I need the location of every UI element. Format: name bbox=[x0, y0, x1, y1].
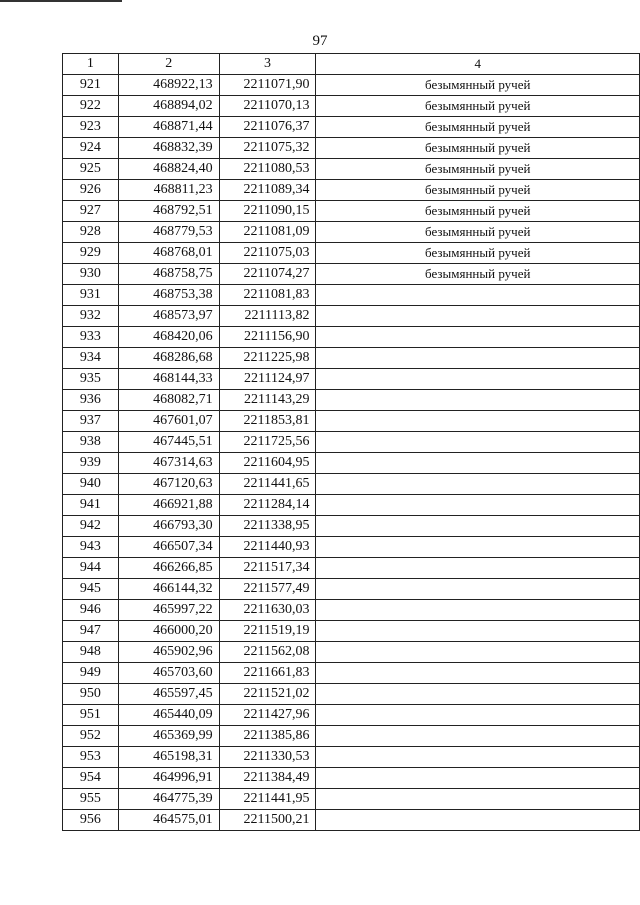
x-coordinate-cell: 468779,53 bbox=[118, 222, 219, 243]
point-number-cell: 938 bbox=[63, 432, 119, 453]
column-header-4: 4 bbox=[316, 54, 640, 75]
point-number-cell: 930 bbox=[63, 264, 119, 285]
x-coordinate-cell: 468894,02 bbox=[118, 96, 219, 117]
note-cell bbox=[316, 348, 640, 369]
x-coordinate-cell: 468792,51 bbox=[118, 201, 219, 222]
y-coordinate-cell: 2211441,95 bbox=[219, 789, 316, 810]
page-number: 97 bbox=[312, 33, 328, 49]
table-row bbox=[63, 243, 640, 264]
x-coordinate-cell: 467314,63 bbox=[118, 453, 219, 474]
point-number-cell: 947 bbox=[63, 621, 119, 642]
table-row bbox=[63, 222, 640, 243]
x-coordinate-cell: 464775,39 bbox=[118, 789, 219, 810]
y-coordinate-cell: 2211725,56 bbox=[219, 432, 316, 453]
table-row bbox=[63, 495, 640, 516]
x-coordinate-cell: 467120,63 bbox=[118, 474, 219, 495]
x-coordinate-cell: 466507,34 bbox=[118, 537, 219, 558]
table-row bbox=[63, 327, 640, 348]
x-coordinate-cell: 468420,06 bbox=[118, 327, 219, 348]
note-cell bbox=[316, 453, 640, 474]
y-coordinate-cell: 2211113,82 bbox=[219, 306, 316, 327]
table-row bbox=[63, 642, 640, 663]
point-number-cell: 927 bbox=[63, 201, 119, 222]
table-row bbox=[63, 537, 640, 558]
table-row bbox=[63, 306, 640, 327]
y-coordinate-cell: 2211385,86 bbox=[219, 726, 316, 747]
note-cell bbox=[316, 411, 640, 432]
x-coordinate-cell: 465597,45 bbox=[118, 684, 219, 705]
column-header-1: 1 bbox=[63, 54, 119, 75]
note-cell: безымянный ручей bbox=[316, 243, 640, 264]
point-number-cell: 942 bbox=[63, 516, 119, 537]
note-cell: безымянный ручей bbox=[316, 201, 640, 222]
note-cell bbox=[316, 327, 640, 348]
table-row bbox=[63, 579, 640, 600]
table-row bbox=[63, 285, 640, 306]
y-coordinate-cell: 2211517,34 bbox=[219, 558, 316, 579]
table-row bbox=[63, 138, 640, 159]
x-coordinate-cell: 465369,99 bbox=[118, 726, 219, 747]
x-coordinate-cell: 466921,88 bbox=[118, 495, 219, 516]
y-coordinate-cell: 2211075,32 bbox=[219, 138, 316, 159]
table-row bbox=[63, 96, 640, 117]
point-number-cell: 933 bbox=[63, 327, 119, 348]
table-row bbox=[63, 558, 640, 579]
y-coordinate-cell: 2211071,90 bbox=[219, 75, 316, 96]
table-row bbox=[63, 453, 640, 474]
point-number-cell: 944 bbox=[63, 558, 119, 579]
note-cell bbox=[316, 537, 640, 558]
x-coordinate-cell: 468758,75 bbox=[118, 264, 219, 285]
x-coordinate-cell: 466144,32 bbox=[118, 579, 219, 600]
point-number-cell: 945 bbox=[63, 579, 119, 600]
x-coordinate-cell: 467601,07 bbox=[118, 411, 219, 432]
x-coordinate-cell: 465997,22 bbox=[118, 600, 219, 621]
note-cell: безымянный ручей bbox=[316, 75, 640, 96]
note-cell bbox=[316, 432, 640, 453]
note-cell bbox=[316, 390, 640, 411]
x-coordinate-cell: 465198,31 bbox=[118, 747, 219, 768]
note-cell bbox=[316, 495, 640, 516]
x-coordinate-cell: 468573,97 bbox=[118, 306, 219, 327]
y-coordinate-cell: 2211225,98 bbox=[219, 348, 316, 369]
y-coordinate-cell: 2211500,21 bbox=[219, 810, 316, 831]
table-row bbox=[63, 159, 640, 180]
note-cell bbox=[316, 621, 640, 642]
table-row bbox=[63, 684, 640, 705]
note-cell: безымянный ручей bbox=[316, 138, 640, 159]
y-coordinate-cell: 2211440,93 bbox=[219, 537, 316, 558]
table-row bbox=[63, 411, 640, 432]
note-cell bbox=[316, 306, 640, 327]
x-coordinate-cell: 468286,68 bbox=[118, 348, 219, 369]
x-coordinate-cell: 468082,71 bbox=[118, 390, 219, 411]
point-number-cell: 928 bbox=[63, 222, 119, 243]
note-cell bbox=[316, 663, 640, 684]
point-number-cell: 949 bbox=[63, 663, 119, 684]
y-coordinate-cell: 2211519,19 bbox=[219, 621, 316, 642]
note-cell bbox=[316, 768, 640, 789]
point-number-cell: 948 bbox=[63, 642, 119, 663]
note-cell bbox=[316, 747, 640, 768]
point-number-cell: 943 bbox=[63, 537, 119, 558]
table-row bbox=[63, 621, 640, 642]
x-coordinate-cell: 468824,40 bbox=[118, 159, 219, 180]
y-coordinate-cell: 2211562,08 bbox=[219, 642, 316, 663]
x-coordinate-cell: 468753,38 bbox=[118, 285, 219, 306]
table-row bbox=[63, 390, 640, 411]
point-number-cell: 952 bbox=[63, 726, 119, 747]
table-body bbox=[63, 75, 640, 831]
table-row bbox=[63, 726, 640, 747]
table-row bbox=[63, 516, 640, 537]
y-coordinate-cell: 2211577,49 bbox=[219, 579, 316, 600]
note-cell bbox=[316, 810, 640, 831]
point-number-cell: 932 bbox=[63, 306, 119, 327]
x-coordinate-cell: 466266,85 bbox=[118, 558, 219, 579]
y-coordinate-cell: 2211090,15 bbox=[219, 201, 316, 222]
point-number-cell: 941 bbox=[63, 495, 119, 516]
y-coordinate-cell: 2211076,37 bbox=[219, 117, 316, 138]
y-coordinate-cell: 2211156,90 bbox=[219, 327, 316, 348]
point-number-cell: 955 bbox=[63, 789, 119, 810]
point-number-cell: 953 bbox=[63, 747, 119, 768]
note-cell bbox=[316, 642, 640, 663]
note-cell: безымянный ручей bbox=[316, 159, 640, 180]
y-coordinate-cell: 2211081,83 bbox=[219, 285, 316, 306]
point-number-cell: 931 bbox=[63, 285, 119, 306]
table-row bbox=[63, 810, 640, 831]
y-coordinate-cell: 2211089,34 bbox=[219, 180, 316, 201]
point-number-cell: 926 bbox=[63, 180, 119, 201]
note-cell bbox=[316, 684, 640, 705]
x-coordinate-cell: 467445,51 bbox=[118, 432, 219, 453]
y-coordinate-cell: 2211630,03 bbox=[219, 600, 316, 621]
header-row bbox=[63, 54, 640, 75]
top-rule bbox=[0, 0, 122, 2]
note-cell bbox=[316, 558, 640, 579]
note-cell bbox=[316, 369, 640, 390]
table-row bbox=[63, 432, 640, 453]
table-row bbox=[63, 663, 640, 684]
table-row bbox=[63, 117, 640, 138]
x-coordinate-cell: 466000,20 bbox=[118, 621, 219, 642]
table-row bbox=[63, 348, 640, 369]
y-coordinate-cell: 2211441,65 bbox=[219, 474, 316, 495]
y-coordinate-cell: 2211853,81 bbox=[219, 411, 316, 432]
y-coordinate-cell: 2211521,02 bbox=[219, 684, 316, 705]
note-cell: безымянный ручей bbox=[316, 264, 640, 285]
x-coordinate-cell: 466793,30 bbox=[118, 516, 219, 537]
table-row bbox=[63, 180, 640, 201]
point-number-cell: 954 bbox=[63, 768, 119, 789]
x-coordinate-cell: 465902,96 bbox=[118, 642, 219, 663]
note-cell bbox=[316, 789, 640, 810]
table-row bbox=[63, 705, 640, 726]
y-coordinate-cell: 2211070,13 bbox=[219, 96, 316, 117]
table-row bbox=[63, 201, 640, 222]
x-coordinate-cell: 465440,09 bbox=[118, 705, 219, 726]
table-row bbox=[63, 768, 640, 789]
coordinates-table bbox=[62, 53, 640, 831]
y-coordinate-cell: 2211330,53 bbox=[219, 747, 316, 768]
point-number-cell: 925 bbox=[63, 159, 119, 180]
y-coordinate-cell: 2211081,09 bbox=[219, 222, 316, 243]
y-coordinate-cell: 2211384,49 bbox=[219, 768, 316, 789]
table-row bbox=[63, 264, 640, 285]
x-coordinate-cell: 468832,39 bbox=[118, 138, 219, 159]
y-coordinate-cell: 2211427,96 bbox=[219, 705, 316, 726]
table-row bbox=[63, 369, 640, 390]
y-coordinate-cell: 2211075,03 bbox=[219, 243, 316, 264]
y-coordinate-cell: 2211338,95 bbox=[219, 516, 316, 537]
y-coordinate-cell: 2211074,27 bbox=[219, 264, 316, 285]
note-cell bbox=[316, 474, 640, 495]
column-header-2: 2 bbox=[118, 54, 219, 75]
column-header-3: 3 bbox=[219, 54, 316, 75]
x-coordinate-cell: 464575,01 bbox=[118, 810, 219, 831]
point-number-cell: 940 bbox=[63, 474, 119, 495]
y-coordinate-cell: 2211604,95 bbox=[219, 453, 316, 474]
point-number-cell: 929 bbox=[63, 243, 119, 264]
x-coordinate-cell: 465703,60 bbox=[118, 663, 219, 684]
note-cell: безымянный ручей bbox=[316, 180, 640, 201]
point-number-cell: 956 bbox=[63, 810, 119, 831]
point-number-cell: 937 bbox=[63, 411, 119, 432]
x-coordinate-cell: 468144,33 bbox=[118, 369, 219, 390]
y-coordinate-cell: 2211143,29 bbox=[219, 390, 316, 411]
y-coordinate-cell: 2211124,97 bbox=[219, 369, 316, 390]
x-coordinate-cell: 468768,01 bbox=[118, 243, 219, 264]
point-number-cell: 946 bbox=[63, 600, 119, 621]
table-row bbox=[63, 474, 640, 495]
point-number-cell: 939 bbox=[63, 453, 119, 474]
note-cell bbox=[316, 600, 640, 621]
y-coordinate-cell: 2211080,53 bbox=[219, 159, 316, 180]
x-coordinate-cell: 468811,23 bbox=[118, 180, 219, 201]
point-number-cell: 950 bbox=[63, 684, 119, 705]
point-number-cell: 936 bbox=[63, 390, 119, 411]
point-number-cell: 951 bbox=[63, 705, 119, 726]
point-number-cell: 924 bbox=[63, 138, 119, 159]
point-number-cell: 921 bbox=[63, 75, 119, 96]
note-cell: безымянный ручей bbox=[316, 117, 640, 138]
point-number-cell: 934 bbox=[63, 348, 119, 369]
x-coordinate-cell: 468871,44 bbox=[118, 117, 219, 138]
note-cell bbox=[316, 579, 640, 600]
table-row bbox=[63, 600, 640, 621]
note-cell bbox=[316, 726, 640, 747]
x-coordinate-cell: 464996,91 bbox=[118, 768, 219, 789]
point-number-cell: 923 bbox=[63, 117, 119, 138]
point-number-cell: 922 bbox=[63, 96, 119, 117]
note-cell: безымянный ручей bbox=[316, 222, 640, 243]
note-cell bbox=[316, 516, 640, 537]
note-cell bbox=[316, 285, 640, 306]
x-coordinate-cell: 468922,13 bbox=[118, 75, 219, 96]
note-cell bbox=[316, 705, 640, 726]
table-row bbox=[63, 789, 640, 810]
point-number-cell: 935 bbox=[63, 369, 119, 390]
table-row bbox=[63, 75, 640, 96]
y-coordinate-cell: 2211284,14 bbox=[219, 495, 316, 516]
y-coordinate-cell: 2211661,83 bbox=[219, 663, 316, 684]
note-cell: безымянный ручей bbox=[316, 96, 640, 117]
table-row bbox=[63, 747, 640, 768]
